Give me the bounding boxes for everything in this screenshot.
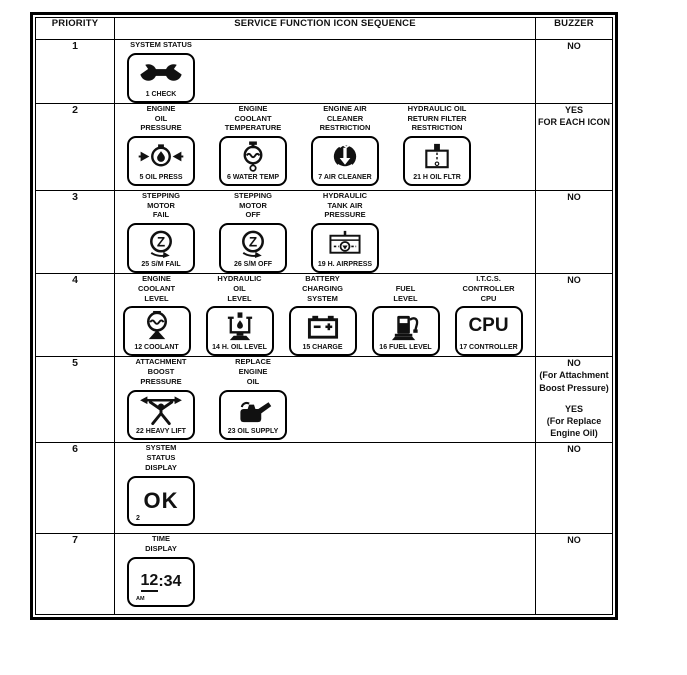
table-row (36, 40, 613, 104)
fuel-pump-icon-art (374, 308, 438, 344)
oil-level-icon-art (208, 308, 272, 344)
icon-title-line: MOTOR (239, 200, 267, 210)
icon-title-line: HYDRAULIC (322, 190, 368, 200)
icon-title-line: OIL (246, 376, 260, 386)
stepping-motor-icon (127, 223, 195, 273)
air-cleaner-icon (311, 136, 379, 186)
ok-display-icon (127, 476, 195, 526)
icon-title-line: SYSTEM (145, 443, 177, 453)
icon-title-line: ENGINE (146, 103, 176, 113)
icon-title (145, 443, 177, 472)
icon-title (136, 357, 187, 386)
icon-unit (115, 191, 207, 273)
icon-unit (198, 274, 281, 356)
icon-title (145, 534, 177, 554)
icon-sub-text: AM (136, 595, 145, 602)
icon-title-line: BOOST (147, 367, 175, 376)
battery-icon-art (291, 308, 355, 344)
icon-title-line: SYSTEM STATUS (130, 40, 192, 49)
icon-title-line: STATUS (146, 453, 176, 462)
icon-title-line: STEPPING (142, 190, 180, 200)
table-row (36, 357, 613, 443)
icon-title-line: ENGINE (142, 274, 171, 283)
icon-title-line: ENGINE AIR (323, 103, 367, 113)
icon-title-line: CONTROLLER (462, 283, 515, 293)
table-row (36, 534, 613, 615)
oil-level-icon (206, 306, 274, 356)
icon-unit (281, 274, 364, 356)
buzzer-cell (536, 443, 613, 534)
header-row (36, 18, 613, 40)
icon-title-line: TANK AIR (327, 200, 363, 210)
icon-unit (364, 284, 447, 357)
priority-cell: 1 (36, 40, 115, 104)
buzzer-cell (536, 190, 613, 273)
priority-cell: 4 (36, 274, 115, 357)
icon-row (115, 40, 535, 103)
icon-label: 21 H OIL FLTR (413, 174, 461, 181)
icon-title (217, 274, 261, 303)
icon-row (115, 191, 535, 273)
icon-title-line: PRESSURE (140, 123, 182, 133)
icon-title-line: TIME (152, 534, 170, 544)
sequence-cell (115, 534, 536, 615)
icon-label: 23 OIL SUPPLY (227, 427, 279, 435)
buzzer-cell (536, 534, 613, 615)
icon-label: 5 OIL PRESS (139, 174, 183, 181)
icon-title (234, 191, 272, 220)
icon-title-line: DISPLAY (145, 544, 177, 553)
icon-label: 17 CONTROLLER (459, 344, 518, 352)
air-cleaner-icon-art (313, 138, 377, 174)
table-row (36, 443, 613, 534)
buzzer-line: Engine Oil) (550, 427, 598, 438)
buzzer-line: (For Attachment (539, 370, 609, 381)
buzzer-line: (For Replace (546, 415, 602, 426)
svg-text:Z: Z (248, 233, 258, 249)
sequence-header: SERVICE FUNCTION ICON SEQUENCE (115, 18, 536, 40)
icon-title-line: PRESSURE (140, 376, 182, 386)
icon-title-line: OIL (233, 283, 246, 293)
ok-display-icon-text: OK (143, 487, 179, 513)
cpu-icon (455, 306, 523, 356)
tank-air-pressure-icon-art (313, 225, 377, 261)
icon-label: 16 FUEL LEVEL (379, 344, 432, 352)
stepping-motor-icon (219, 223, 287, 273)
oil-filter-icon (403, 136, 471, 186)
icon-label: 15 CHARGE (302, 344, 343, 352)
icon-title-line: HYDRAULIC OIL (407, 103, 467, 113)
stepping-motor-icon-art (221, 225, 285, 261)
sequence-cell (115, 443, 536, 534)
heavy-lift-icon-art (129, 392, 193, 428)
cpu-icon-text: CPU (468, 315, 509, 337)
priority-header: PRIORITY (36, 18, 115, 40)
icon-unit (207, 104, 299, 186)
icon-sub-text: 2 (136, 514, 140, 522)
buzzer-line: NO (567, 275, 581, 285)
battery-icon (289, 306, 357, 356)
icon-label: 7 AIR CLEANER (318, 174, 372, 181)
icon-label: 12 COOLANT (134, 344, 179, 352)
icon-unit (299, 191, 391, 273)
service-function-table (30, 12, 618, 620)
icon-title (130, 40, 192, 50)
icon-label: 14 H. OIL LEVEL (212, 344, 267, 352)
icon-title-line: SYSTEM (307, 293, 338, 303)
stepping-motor-icon-art (129, 225, 193, 261)
icon-unit (115, 274, 198, 356)
sequence-cell (115, 103, 536, 190)
icon-title-line: FAIL (152, 210, 170, 220)
icon-title (225, 104, 282, 133)
icon-label: 6 WATER TEMP (227, 174, 279, 181)
priority-cell: 7 (36, 534, 115, 615)
icon-title-line: OFF (245, 210, 261, 220)
icon-row (115, 357, 535, 439)
icon-title-line: RESTRICTION (411, 123, 463, 133)
icon-title-line: ATTACHMENT (135, 357, 187, 367)
svg-text:Z: Z (156, 233, 166, 249)
icon-unit (299, 104, 391, 186)
time-minutes: :34 (158, 572, 182, 590)
buzzer-cell (536, 357, 613, 443)
priority-table (35, 17, 613, 615)
icon-row (115, 534, 535, 607)
icon-title (140, 104, 181, 133)
icon-title-line: I.T.C.S. (476, 274, 501, 283)
buzzer-cell (536, 103, 613, 190)
icon-unit (115, 104, 207, 186)
wrench-icon-art (129, 55, 193, 91)
icon-title-line: FUEL (395, 283, 416, 293)
buzzer-cell (536, 274, 613, 357)
buzzer-line: Boost Pressure) (539, 382, 609, 393)
icon-title-line: MOTOR (147, 200, 175, 210)
icon-unit (447, 274, 530, 356)
icon-unit (207, 357, 299, 439)
sequence-cell (115, 40, 536, 104)
icon-title-line: RESTRICTION (319, 123, 371, 133)
icon-title (462, 274, 514, 303)
icon-label: 26 S/M OFF (233, 261, 273, 268)
icon-label: 22 HEAVY LIFT (136, 427, 186, 435)
fuel-pump-icon (372, 306, 440, 356)
sequence-cell (115, 357, 536, 443)
icon-title-line: STEPPING (234, 190, 272, 200)
icon-label: 25 S/M FAIL (141, 261, 181, 268)
icon-title-line: OIL (154, 113, 168, 123)
table-row (36, 103, 613, 190)
heavy-lift-icon (127, 390, 195, 440)
icon-row (115, 274, 535, 356)
icon-title (235, 357, 271, 386)
wrench-icon (127, 53, 195, 103)
icon-title (138, 274, 175, 303)
icon-title-line: RETURN FILTER (407, 113, 467, 123)
icon-title (142, 191, 180, 220)
icon-title-line: TEMPERATURE (224, 123, 282, 133)
icon-unit (115, 40, 207, 103)
icon-title-line: HYDRAULIC (217, 274, 262, 283)
sequence-cell (115, 274, 536, 357)
buzzer-line: NO (567, 535, 581, 546)
buzzer-line: YES (564, 403, 583, 414)
oil-pressure-icon (127, 136, 195, 186)
icon-title (407, 104, 466, 133)
icon-title-line: LEVEL (393, 293, 418, 303)
oil-pressure-icon-art (129, 138, 193, 174)
oil-can-icon (219, 390, 287, 440)
priority-cell: 2 (36, 103, 115, 190)
buzzer-line: NO (567, 191, 581, 202)
icon-title-line: BATTERY (305, 274, 340, 283)
buzzer-line: FOR EACH ICON (538, 116, 610, 127)
icon-unit (391, 104, 483, 186)
icon-unit (115, 357, 207, 439)
icon-title (302, 274, 343, 303)
buzzer-line (536, 394, 612, 403)
icon-title (320, 104, 371, 133)
icon-unit (115, 443, 207, 525)
coolant-temperature-icon (219, 136, 287, 186)
icon-title-line: REPLACE (235, 357, 271, 367)
time-hours: 12 (141, 572, 159, 592)
icon-title-line: ENGINE (238, 367, 268, 376)
priority-cell: 5 (36, 357, 115, 443)
icon-row (115, 104, 535, 186)
buzzer-line: NO (567, 358, 581, 369)
icon-row (115, 443, 535, 525)
icon-title-line: CHARGING (302, 283, 343, 293)
oil-filter-icon-art (405, 138, 469, 174)
icon-label: 19 H. AIRPRESS (317, 261, 373, 268)
icon-unit (207, 191, 299, 273)
icon-label: 1 CHECK (145, 90, 177, 98)
buzzer-line: YES (564, 104, 583, 115)
oil-can-icon-art (221, 392, 285, 428)
icon-title-line: LEVEL (144, 293, 169, 303)
icon-title-line: CPU (480, 293, 497, 303)
icon-unit (115, 534, 207, 607)
sequence-cell (115, 190, 536, 273)
icon-title (393, 284, 417, 304)
coolant-level-icon (123, 306, 191, 356)
coolant-level-icon-art (125, 308, 189, 344)
icon-title-line: LEVEL (227, 293, 252, 303)
tank-air-pressure-icon (311, 223, 379, 273)
time-display-icon (127, 557, 195, 607)
icon-title-line: DISPLAY (145, 462, 177, 472)
buzzer-line: NO (567, 444, 581, 455)
table-row (36, 274, 613, 357)
priority-cell: 3 (36, 190, 115, 273)
table-row (36, 190, 613, 273)
icon-title-line: COOLANT (137, 283, 176, 293)
coolant-temperature-icon-art (221, 138, 285, 174)
icon-title (323, 191, 367, 220)
priority-cell: 6 (36, 443, 115, 534)
icon-title-line: COOLANT (234, 113, 272, 123)
icon-title-line: PRESSURE (324, 210, 366, 220)
icon-title-line: CLEANER (326, 113, 364, 123)
buzzer-cell (536, 40, 613, 104)
buzzer-header: BUZZER (536, 18, 613, 40)
buzzer-line: NO (567, 41, 581, 51)
icon-title-line: ENGINE (238, 103, 268, 113)
